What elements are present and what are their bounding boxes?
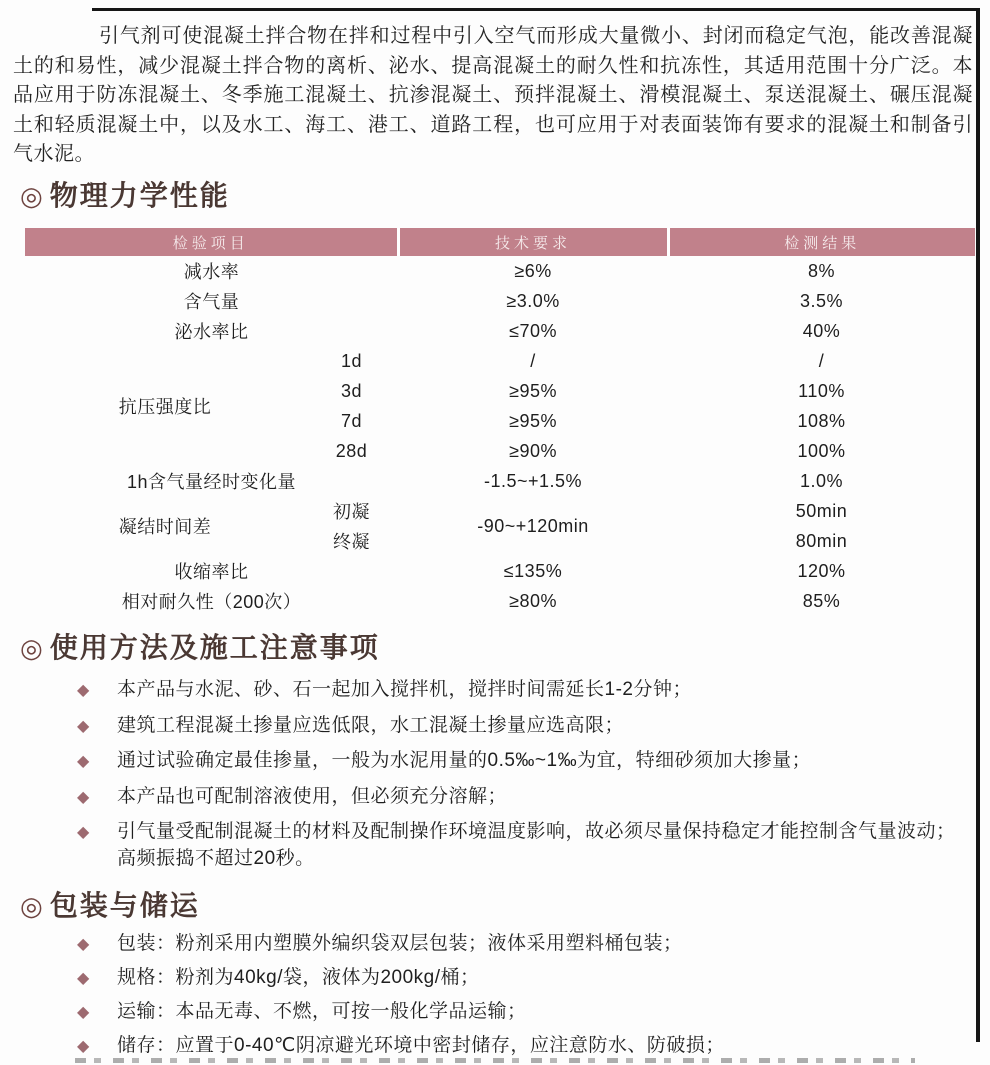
- top-border-line: [92, 8, 978, 11]
- diamond-bullet-icon: ◆: [77, 682, 90, 699]
- cell-item: 减水率: [183, 262, 240, 282]
- cell-item: 相对耐久性（200次）: [121, 592, 302, 612]
- bullet-text: 运输：本品无毒、不燃，可按一般化学品运输；: [117, 1001, 527, 1022]
- table-row: [25, 586, 975, 616]
- table-row: [25, 466, 975, 496]
- section-title-packaging: 包装与储运: [49, 890, 200, 921]
- cell-requirement: -1.5~+1.5%: [483, 470, 583, 491]
- column-header-requirement: 技术要求: [398, 228, 668, 256]
- cell-requirement: ≥95%: [509, 380, 557, 401]
- cell-sub-label: 7d: [340, 410, 363, 431]
- bullet-text: 规格：粉剂为40kg/袋，液体为200kg/桶；: [117, 967, 480, 988]
- packaging-bullet-list: [75, 930, 970, 1065]
- cell-requirement: ≥80%: [509, 590, 557, 611]
- list-item: [75, 783, 970, 810]
- cell-sub-label: 28d: [335, 440, 368, 461]
- cell-result: 80min: [795, 530, 848, 551]
- bullet-text: 本产品也可配制溶液使用，但必须充分溶解；: [117, 785, 508, 807]
- cell-result: 108%: [797, 410, 846, 431]
- intro-paragraph: 引气剂可使混凝土拌合物在拌和过程中引入空气而形成大量微小、封闭而稳定气泡，能改善混凝土的和易性，减少混凝土拌合物的离析、泌水、提高混凝土的耐久性和抗冻性，其适用范围十分广泛。本品应用于防冻混凝土、冬季施工混凝土、抗渗混凝土、预拌混凝土、滑模混凝土、泵送混凝土、碾压混凝土和轻质混凝土中，以及水工、海工、港工、道路工程，也可应用于对表面装饰有要求的混凝土和制备引气水泥。: [13, 25, 973, 165]
- list-item: [75, 964, 970, 991]
- cell-result: 1.0%: [800, 470, 844, 491]
- bullet-text: 建筑工程混凝土掺量应选低限，水工混凝土掺量应选高限；: [117, 714, 625, 736]
- list-item: [75, 712, 970, 739]
- bullet-text: 引气量受配制混凝土的材料及配制操作环境温度影响，故必须尽量保持稳定才能控制含气量波动；高频振捣不超过20秒。: [117, 821, 956, 869]
- cell-result: 40%: [802, 320, 841, 341]
- cell-group-label: 凝结时间差: [118, 517, 212, 537]
- cell-item: 收缩率比: [174, 562, 249, 582]
- cell-requirement: ≥90%: [509, 440, 557, 461]
- diamond-bullet-icon: ◆: [77, 1004, 90, 1021]
- diamond-bullet-icon: ◆: [77, 970, 90, 987]
- table-row: [25, 316, 975, 346]
- cell-group-label: 抗压强度比: [118, 397, 212, 417]
- cell-requirement: -90~+120min: [477, 515, 589, 536]
- cutoff-text-line: [75, 1058, 915, 1063]
- section-marker-icon: ◎: [20, 181, 45, 211]
- cell-requirement: ≤135%: [503, 560, 563, 581]
- usage-bullet-list: [75, 676, 970, 881]
- right-border-line: [976, 8, 980, 1042]
- cell-requirement: ≥6%: [514, 260, 552, 281]
- section-title-physical: 物理力学性能: [49, 180, 230, 211]
- cell-result: 110%: [798, 380, 845, 401]
- cell-result: 85%: [802, 590, 841, 611]
- performance-table: [25, 228, 975, 616]
- cell-result: 8%: [808, 260, 836, 281]
- cell-requirement: ≥95%: [509, 410, 557, 431]
- table-header-row: [25, 228, 975, 256]
- table-row: [25, 256, 975, 286]
- cell-sub-label: 终凝: [333, 532, 370, 552]
- section-marker-icon: ◎: [20, 891, 45, 921]
- cell-result: 3.5%: [800, 290, 844, 311]
- column-header-item: 检验项目: [25, 228, 398, 256]
- cell-item: 1h含气量经时变化量: [126, 472, 297, 492]
- cell-result: /: [818, 350, 825, 371]
- bullet-text: 通过试验确定最佳掺量，一般为水泥用量的0.5‰~1‰为宜，特细砂须加大掺量；: [117, 750, 812, 771]
- section-heading-physical: [20, 174, 230, 214]
- cell-sub-label: 3d: [340, 380, 363, 401]
- list-item: [75, 998, 970, 1025]
- list-item: [75, 930, 970, 957]
- cell-result: 50min: [795, 500, 848, 521]
- diamond-bullet-icon: ◆: [77, 824, 90, 841]
- cell-item: 泌水率比: [174, 322, 249, 342]
- list-item: [75, 1032, 970, 1059]
- diamond-bullet-icon: ◆: [77, 936, 90, 953]
- diamond-bullet-icon: ◆: [77, 717, 90, 735]
- list-item: [75, 818, 970, 872]
- cell-result: 120%: [797, 560, 846, 581]
- diamond-bullet-icon: ◆: [77, 788, 90, 806]
- section-title-usage: 使用方法及施工注意事项: [49, 632, 380, 663]
- cell-requirement: ≥3.0%: [506, 290, 560, 311]
- diamond-bullet-icon: ◆: [77, 753, 90, 770]
- bullet-text: 包装：粉剂采用内塑膜外编织袋双层包装；液体采用塑料桶包装；: [117, 933, 683, 954]
- diamond-bullet-icon: ◆: [77, 1038, 90, 1055]
- table-row: [25, 346, 975, 376]
- cell-result: 100%: [797, 440, 846, 461]
- cell-item: 含气量: [183, 292, 240, 312]
- cell-requirement: ≤70%: [509, 320, 557, 341]
- bullet-text: 本产品与水泥、砂、石一起加入搅拌机，搅拌时间需延长1-2分钟；: [117, 679, 692, 700]
- section-heading-usage: [20, 626, 380, 666]
- cell-sub-label: 初凝: [333, 502, 370, 522]
- list-item: [75, 747, 970, 774]
- table-row: [25, 286, 975, 316]
- table-row: [25, 556, 975, 586]
- cell-requirement: /: [530, 350, 536, 371]
- section-marker-icon: ◎: [20, 633, 45, 663]
- cell-sub-label: 1d: [340, 350, 363, 371]
- table-row: [25, 496, 975, 526]
- column-header-result: 检测结果: [668, 228, 975, 256]
- list-item: [75, 676, 970, 703]
- bullet-text: 储存：应置于0-40℃阴凉避光环境中密封储存，应注意防水、防破损；: [117, 1035, 725, 1056]
- section-heading-packaging: [20, 884, 200, 924]
